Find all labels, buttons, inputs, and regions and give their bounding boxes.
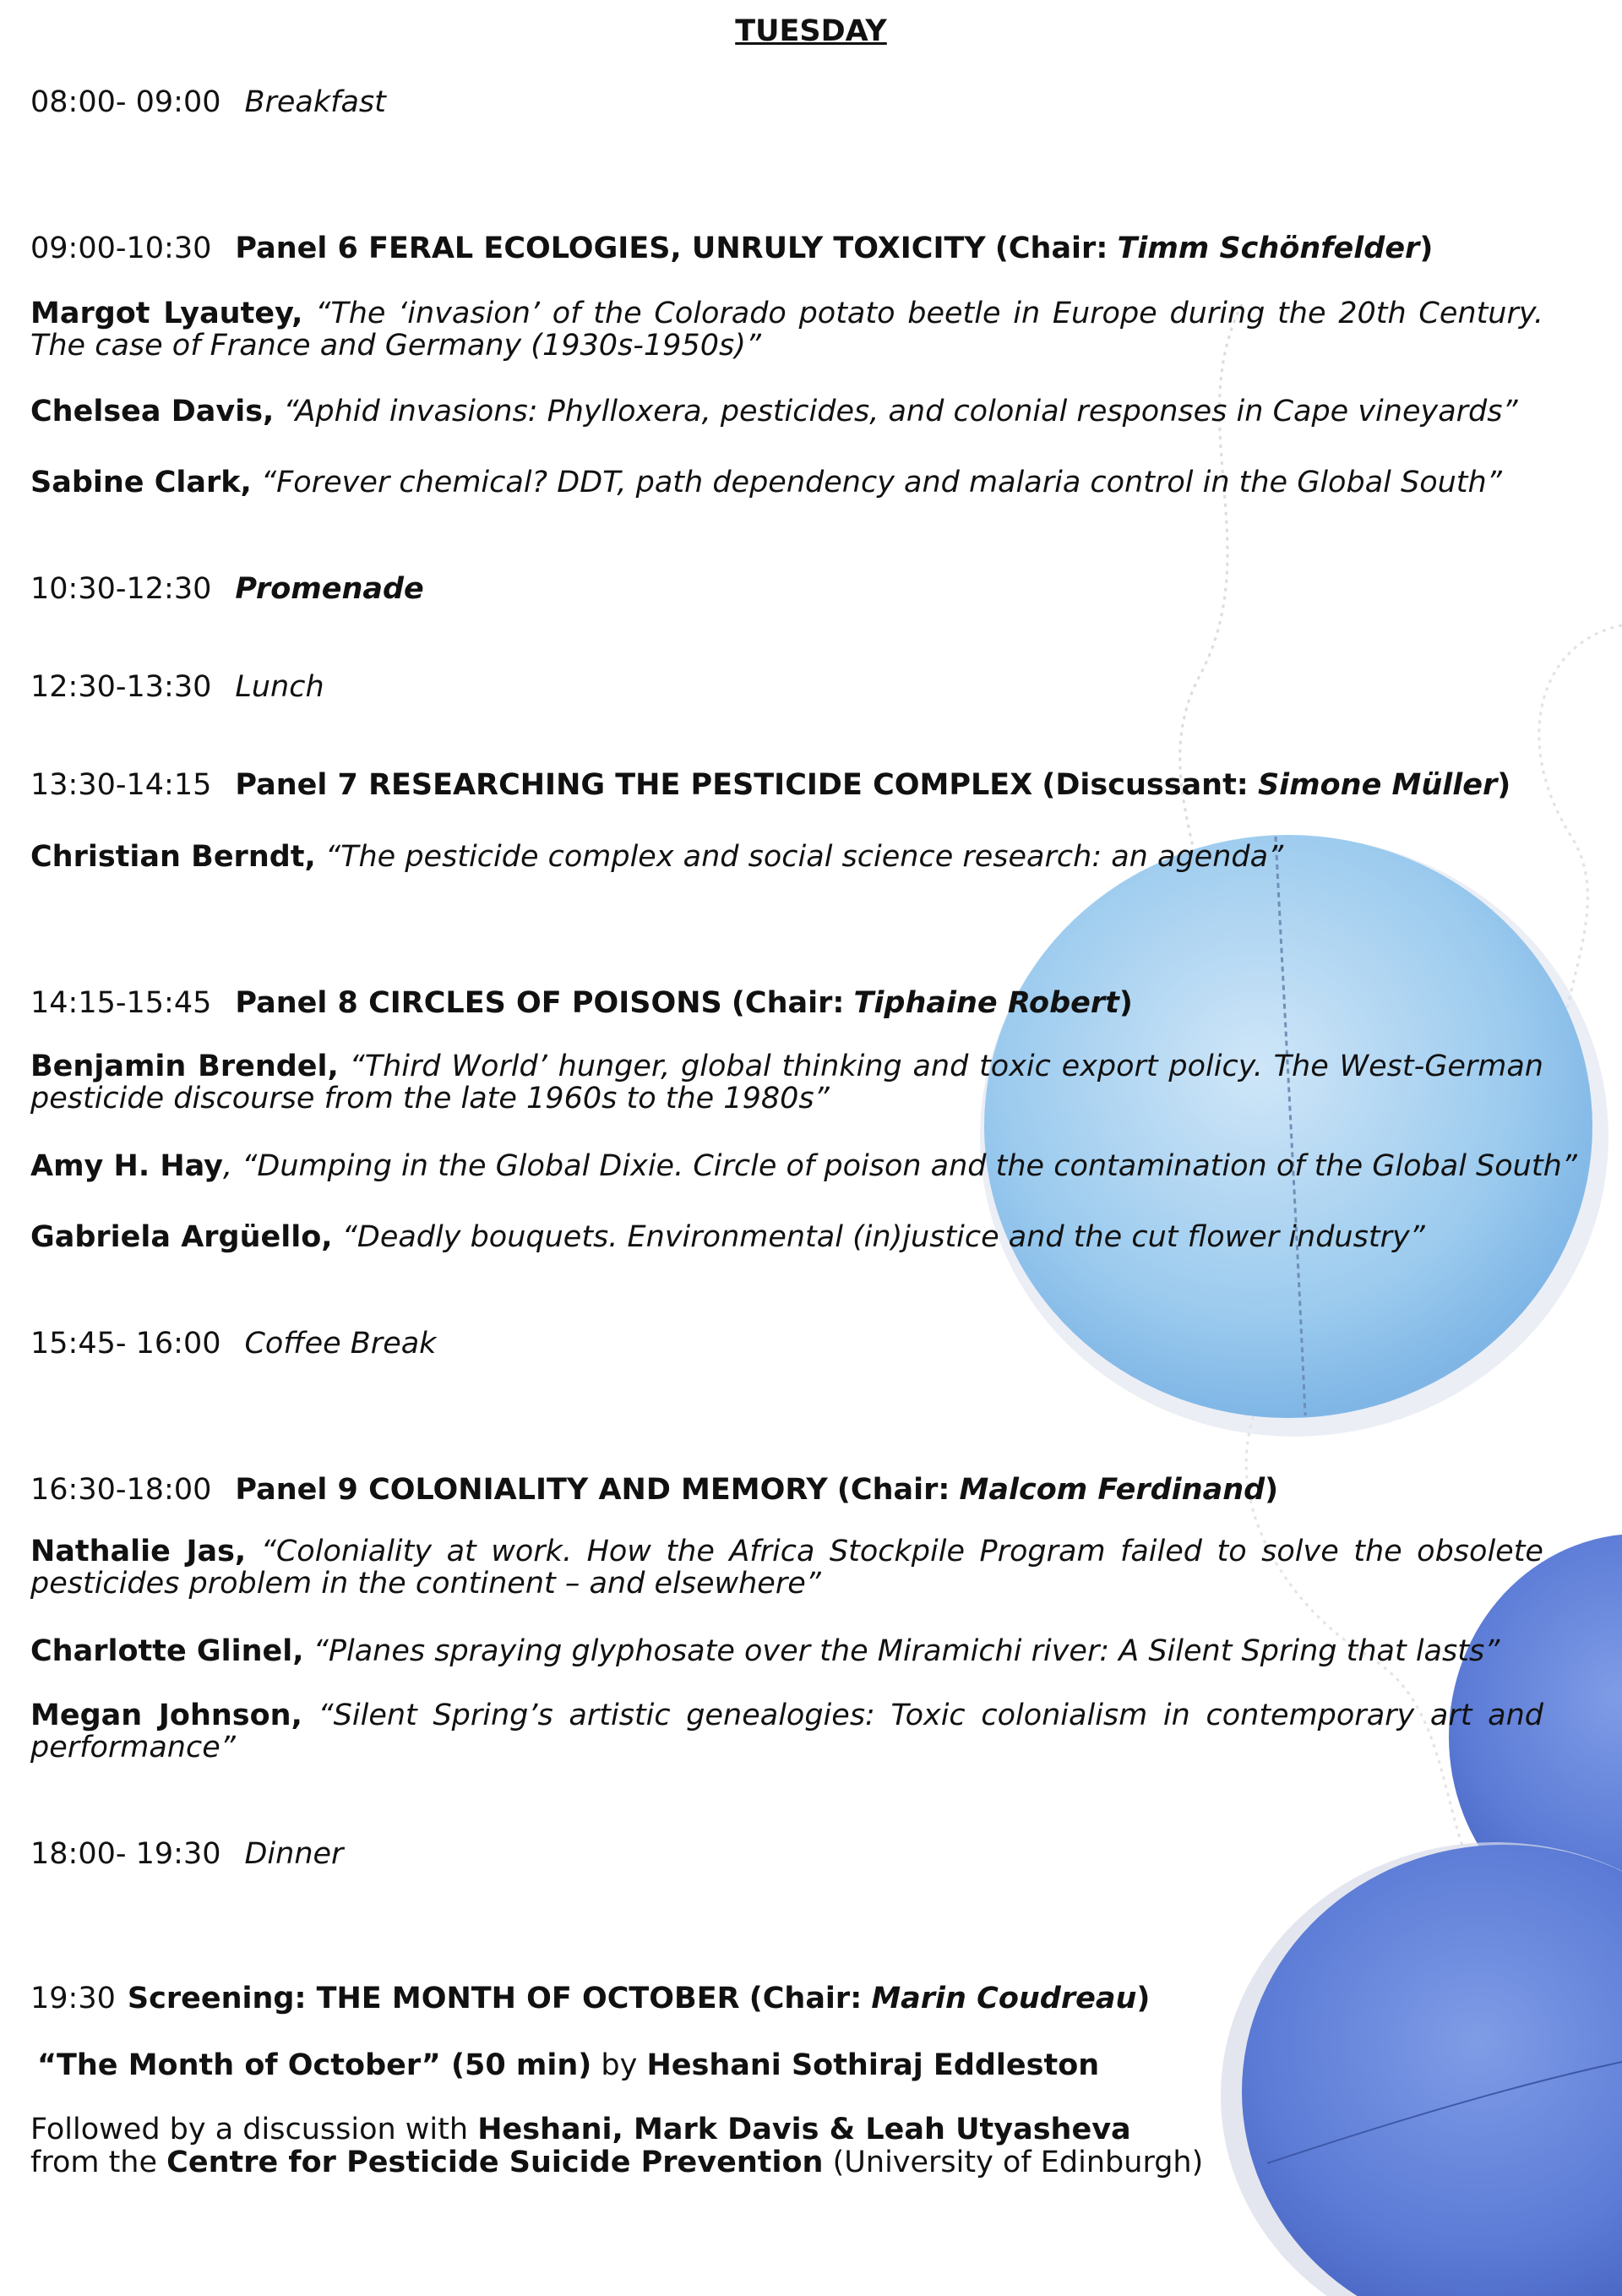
panel-title: Panel 8 CIRCLES OF POISONS	[235, 986, 722, 1020]
event-label: Lunch	[235, 670, 324, 704]
speaker: Amy H. Hay	[30, 1149, 223, 1183]
speaker: Benjamin Brendel,	[30, 1050, 339, 1083]
university: (University of Edinburgh)	[832, 2146, 1204, 2179]
speaker: Margot Lyautey,	[30, 297, 303, 330]
day-title: TUESDAY	[735, 14, 887, 48]
talk	[30, 298, 1543, 363]
talk	[30, 466, 1543, 499]
speaker: Christian Berndt,	[30, 840, 316, 874]
time: 15:45- 16:00	[30, 1327, 221, 1361]
discussion-guests: Heshani, Mark Davis & Leah Utyasheva	[477, 2113, 1131, 2146]
panel-8-header: 14:15-15:45 Panel 8 CIRCLES OF POISONS (Chair: Tiphaine Robert)	[30, 986, 1133, 1020]
panel-role: (Chair:	[836, 1473, 950, 1507]
speaker: Nathalie Jas,	[30, 1535, 247, 1568]
talk-title: “Aphid invasions: Phylloxera, pesticides, and colonial responses in Cape vineyards”	[283, 395, 1518, 428]
screening-title: Screening: THE MONTH OF OCTOBER	[127, 1982, 740, 2015]
speaker: Charlotte Glinel,	[30, 1634, 304, 1668]
panel-role: (Chair:	[731, 986, 845, 1020]
screening-role: (Chair:	[748, 1982, 863, 2015]
coffee-break-row	[30, 1327, 1543, 1361]
discussion-line-2: from the Centre for Pesticide Suicide Prevention (University of Edinburgh)	[30, 2146, 1204, 2179]
screening-header: 19:30 Screening: THE MONTH OF OCTOBER (Chair: Marin Coudreau)	[30, 1982, 1151, 2015]
talk	[30, 1700, 1543, 1764]
lunch-row	[30, 670, 1543, 704]
panel-7-header: 13:30-14:15 Panel 7 RESEARCHING THE PESTICIDE COMPLEX (Discussant: Simone Müller)	[30, 768, 1511, 802]
time: 16:30-18:00	[30, 1473, 212, 1507]
speaker: Chelsea Davis,	[30, 395, 275, 428]
panel-discussant: Simone Müller	[1257, 768, 1498, 802]
panel-title: Panel 6 FERAL ECOLOGIES, UNRULY TOXICITY	[235, 232, 986, 265]
discussion-line-1: Followed by a discussion with Heshani, Mark Davis & Leah Utyasheva	[30, 2113, 1131, 2146]
talk-title: “Forever chemical? DDT, path dependency and malaria control in the Global South”	[261, 466, 1502, 499]
speaker: Gabriela Argüello,	[30, 1220, 333, 1254]
dinner-row	[30, 1837, 1543, 1871]
talk	[30, 1536, 1543, 1601]
talk-title: “Deadly bouquets. Environmental (in)justice and the cut flower industry”	[341, 1220, 1425, 1254]
time: 09:00-10:30	[30, 232, 212, 265]
panel-9-header: 16:30-18:00 Panel 9 COLONIALITY AND MEMORY (Chair: Malcom Ferdinand)	[30, 1473, 1279, 1507]
talk-title: “Third World’ hunger, global thinking and toxic export policy. The West-German pesticide discourse from the late 1960s to the 1980s”	[30, 1050, 1543, 1115]
talk	[30, 1149, 1577, 1183]
event-label: Breakfast	[244, 85, 386, 119]
talk-title: , “Dumping in the Global Dixie. Circle of poison and the contamination of the Global South”	[222, 1149, 1577, 1183]
time: 13:30-14:15	[30, 768, 212, 802]
panel-chair: Malcom Ferdinand	[959, 1473, 1265, 1507]
talk-title: “The pesticide complex and social science research: an agenda”	[324, 840, 1284, 874]
speaker: Megan Johnson,	[30, 1699, 302, 1732]
event-label: Dinner	[244, 1837, 344, 1871]
talk-title: “Coloniality at work. How the Africa Stockpile Program failed to solve the obsolete pesticides problem in the continent – and elsewhere”	[30, 1535, 1543, 1601]
time: 10:30-12:30	[30, 572, 212, 606]
time: 18:00- 19:30	[30, 1837, 221, 1871]
time: 14:15-15:45	[30, 986, 212, 1020]
centre-name: Centre for Pesticide Suicide Prevention	[166, 2146, 824, 2179]
panel-chair: Tiphaine Robert	[853, 986, 1119, 1020]
panel-title: Panel 9 COLONIALITY AND MEMORY	[235, 1473, 828, 1507]
time: 08:00- 09:00	[30, 85, 221, 119]
talk	[30, 1051, 1543, 1115]
panel-6-header: 09:00-10:30 Panel 6 FERAL ECOLOGIES, UNRULY TOXICITY (Chair: Timm Schönfelder)	[30, 232, 1434, 265]
talk-title: “Planes spraying glyphosate over the Miramichi river: A Silent Spring that lasts”	[313, 1634, 1500, 1668]
promenade-row	[30, 572, 1543, 606]
talk	[30, 1634, 1543, 1668]
talk-title: “Silent Spring’s artistic genealogies: Toxic colonialism in contemporary art and performance”	[30, 1699, 1543, 1764]
event-label: Coffee Break	[244, 1327, 437, 1361]
talk	[30, 840, 1543, 874]
film-line: “The Month of October” (50 min) by Heshani Sothiraj Eddleston	[37, 2048, 1100, 2082]
film-director: Heshani Sothiraj Eddleston	[646, 2048, 1100, 2082]
film-title: “The Month of October” (50 min)	[37, 2048, 592, 2082]
panel-chair: Timm Schönfelder	[1117, 232, 1420, 265]
time: 12:30-13:30	[30, 670, 212, 704]
panel-role: (Discussant:	[1042, 768, 1249, 802]
panel-role: (Chair:	[994, 232, 1108, 265]
talk	[30, 395, 1543, 428]
breakfast-row	[30, 85, 1543, 119]
panel-title: Panel 7 RESEARCHING THE PESTICIDE COMPLEX	[235, 768, 1033, 802]
talk-title: “The ‘invasion’ of the Colorado potato beetle in Europe during the 20th Century. The case of France and Germany (1930s-1950s)”	[30, 297, 1543, 363]
time: 19:30	[30, 1982, 116, 2015]
event-label: Promenade	[235, 572, 424, 606]
screening-chair: Marin Coudreau	[871, 1982, 1137, 2015]
talk	[30, 1220, 1543, 1254]
speaker: Sabine Clark,	[30, 466, 252, 499]
